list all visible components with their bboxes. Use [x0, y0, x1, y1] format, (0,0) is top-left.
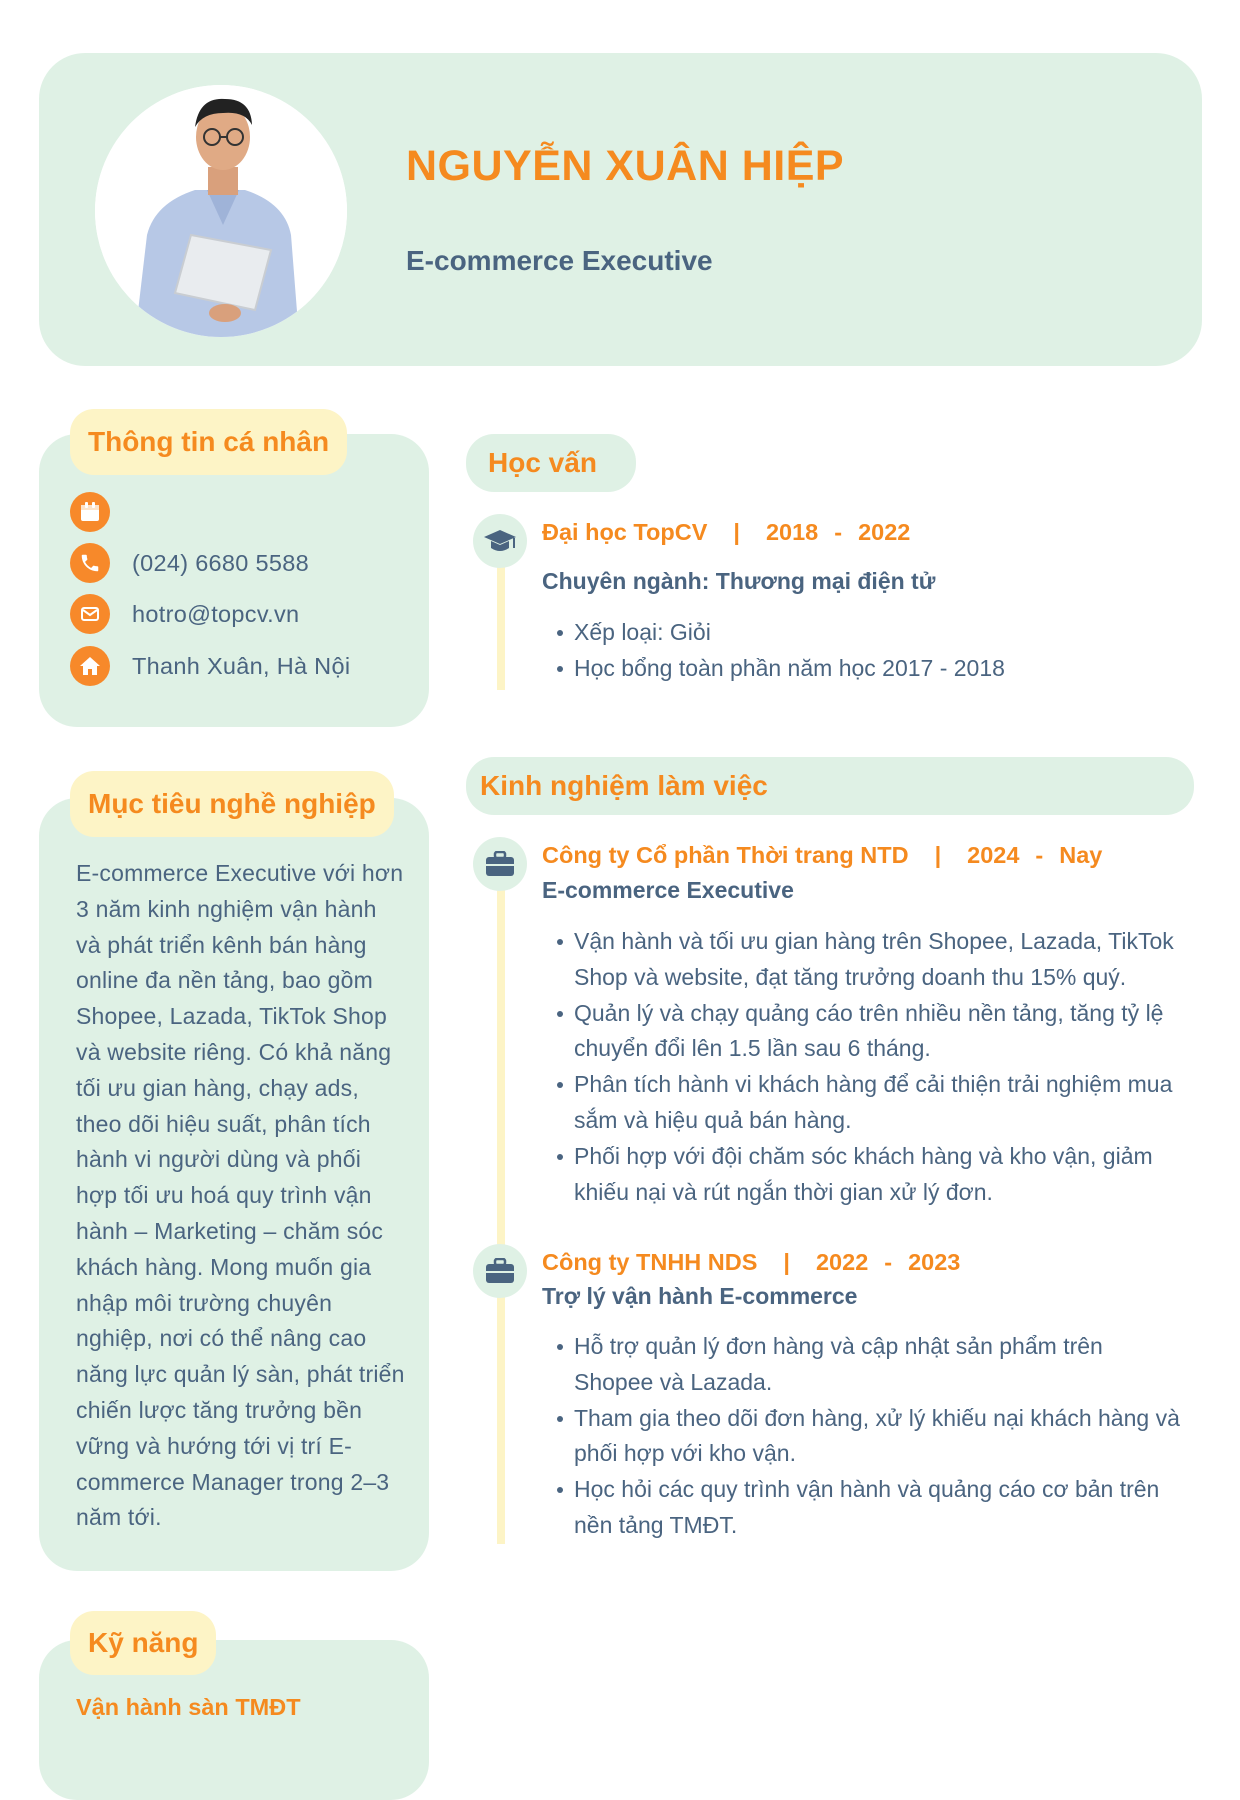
company-name: Công ty Cổ phần Thời trang NTD [542, 841, 909, 868]
job-heading [542, 1246, 960, 1278]
job-heading [542, 839, 1102, 871]
separator: | [934, 841, 942, 868]
experience-timeline [497, 866, 505, 1544]
calendar-icon [70, 492, 110, 532]
list-item: Vận hành và tối ưu gian hàng trên Shopee, Lazada, TikTok Shop và website, đạt tăng trưởng doanh thu 15% quý. [556, 924, 1186, 996]
job-position: Trợ lý vận hành E-commerce [542, 1283, 858, 1309]
job-end-year: 2023 [908, 1248, 961, 1275]
candidate-role: E-commerce Executive [406, 245, 713, 276]
skills-title: Kỹ năng [70, 1611, 216, 1675]
list-item: Học hỏi các quy trình vận hành và quảng cáo cơ bản trên nền tảng TMĐT. [556, 1472, 1186, 1544]
info-row-birthday [70, 492, 132, 532]
avatar [95, 85, 347, 337]
phone-icon [70, 543, 110, 583]
briefcase-icon [473, 1244, 527, 1298]
briefcase-icon [473, 837, 527, 891]
skill-item: Vận hành sàn TMĐT [76, 1694, 301, 1720]
info-phone[interactable]: (024) 6680 5588 [132, 549, 309, 576]
date-dash: - [884, 1248, 893, 1275]
company-name: Công ty TNHH NDS [542, 1248, 758, 1275]
experience-title: Kinh nghiệm làm việc [480, 770, 768, 801]
list-item: Phân tích hành vi khách hàng để cải thiện trải nghiệm mua sắm và hiệu quả bán hàng. [556, 1067, 1186, 1139]
graduation-cap-icon [473, 514, 527, 568]
date-dash: - [834, 518, 843, 545]
edu-start-year: 2018 [765, 518, 819, 545]
education-title: Học vấn [488, 447, 597, 478]
separator: | [733, 518, 740, 545]
job-start-year: 2022 [815, 1248, 869, 1275]
list-item: Học bổng toàn phần năm học 2017 - 2018 [556, 651, 1186, 687]
list-item: Tham gia theo dõi đơn hàng, xử lý khiếu nại khách hàng và phối hợp với kho vận. [556, 1401, 1186, 1473]
edu-end-year: 2022 [858, 518, 911, 545]
job-start-year: 2024 [967, 841, 1020, 868]
school-name: Đại học TopCV [542, 518, 708, 545]
info-address: Thanh Xuân, Hà Nội [132, 652, 351, 679]
profile-photo-icon [95, 85, 347, 337]
job-bullets [556, 1329, 1186, 1544]
objective-title: Mục tiêu nghề nghiệp [70, 771, 394, 837]
experience-section-header [466, 757, 1194, 815]
date-dash: - [1035, 841, 1044, 868]
job-position: E-commerce Executive [542, 877, 794, 903]
job-end-year: Nay [1059, 841, 1103, 868]
objective-text: E-commerce Executive với hơn 3 năm kinh nghiệm vận hành và phát triển kênh bán hàng online đa nền tảng, bao gồm Shopee, Lazada, TikTok Shop và website riêng. Có khả năng tối ưu gian hàng, chạy ads, theo dõi hiệu suất, phân tích hành vi người dùng và phối hợp tối ưu hoá quy trình vận hành – Marketing – chăm sóc khách hàng. Mong muốn gia nhập môi trường chuyên nghiệp, nơi có thể nâng cao năng lực quản lý sàn, phát triển chiến lược tăng trưởng bền vững và hướng tới vị trí E-commerce Manager trong 2–3 năm tới. [76, 860, 405, 1531]
email-icon [70, 594, 110, 634]
candidate-name: NGUYỄN XUÂN HIỆP [406, 142, 845, 190]
personal-info-title: Thông tin cá nhân [70, 409, 347, 475]
info-email[interactable]: hotro@topcv.vn [132, 600, 300, 627]
education-bullets [556, 615, 1186, 687]
info-row-phone [70, 543, 309, 583]
education-heading [542, 516, 910, 548]
separator: | [783, 1248, 790, 1275]
education-major: Chuyên ngành: Thương mại điện tử [542, 568, 936, 594]
home-icon [70, 646, 110, 686]
info-row-address [70, 646, 350, 686]
list-item: Phối hợp với đội chăm sóc khách hàng và kho vận, giảm khiếu nại và rút ngắn thời gian xử lý đơn. [556, 1139, 1186, 1211]
list-item: Quản lý và chạy quảng cáo trên nhiều nền tảng, tăng tỷ lệ chuyển đổi lên 1.5 lần sau 6 tháng. [556, 996, 1186, 1068]
info-row-email [70, 594, 299, 634]
list-item: Hỗ trợ quản lý đơn hàng và cập nhật sản phẩm trên Shopee và Lazada. [556, 1329, 1186, 1401]
list-item: Xếp loại: Giỏi [556, 615, 1186, 651]
job-bullets [556, 924, 1186, 1210]
education-section-header [466, 434, 636, 492]
